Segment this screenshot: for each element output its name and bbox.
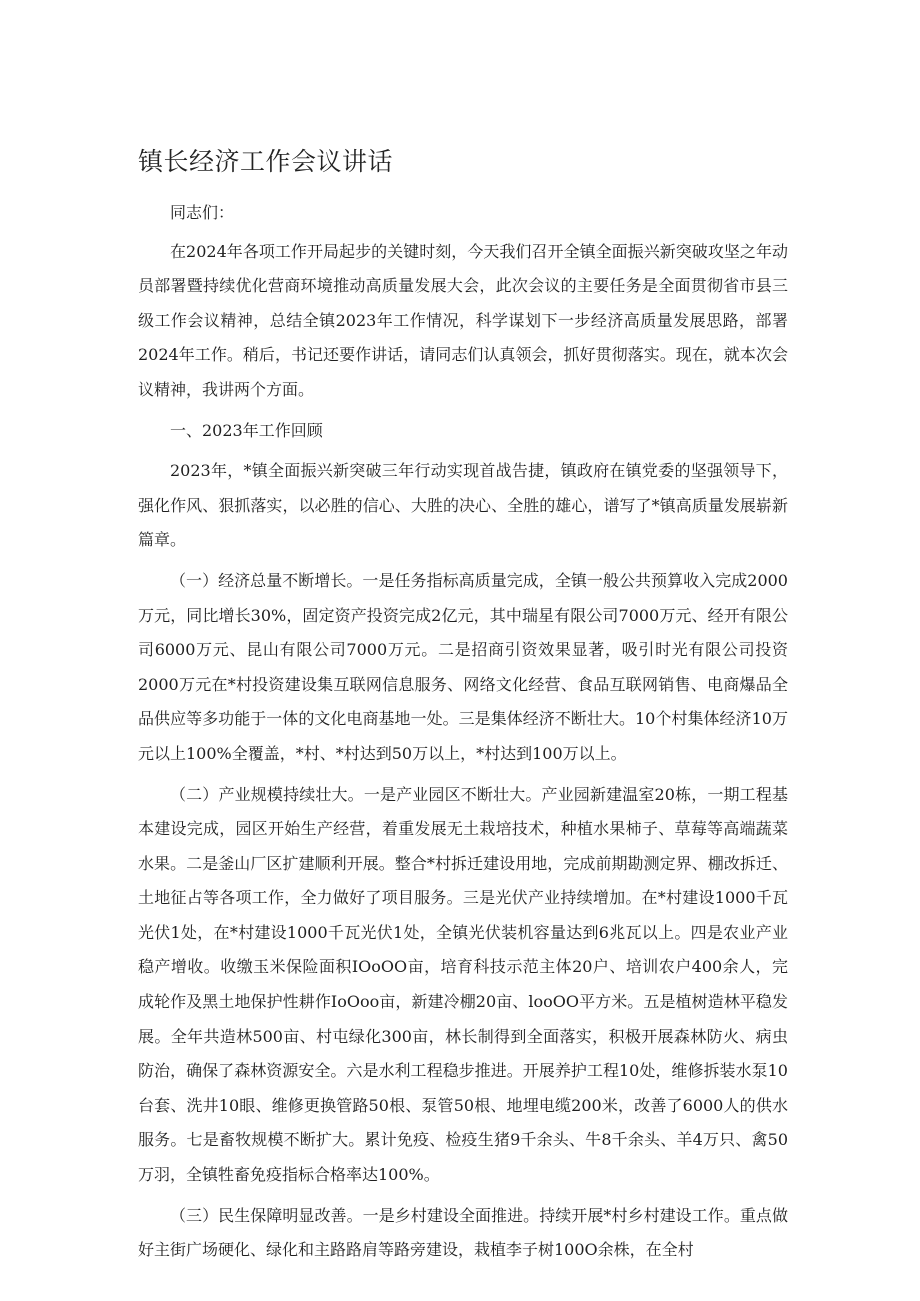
section-heading: 一、2023年工作回顾: [170, 420, 323, 440]
economy-paragraph: （一）经济总量不断增长。一是任务指标高质量完成，全镇一般公共预算收入完成2000万元，同比增长30%，固定资产投资完成2亿元，其中瑞星有限公司7000万元、经开有限公司6000万元、昆山有限公司7000万元。二是招商引资效果显著，吸引时光有限公司投资2000万元在*村投资建设集互联网信息服务、网络文化经营、食品互联网销售、电商爆品全品供应等多功能于一体的文化电商基地一处。三是集体经济不断壮大。10个村集体经济10万元以上100%全覆盖，*村、*村达到50万以上，*村达到100万以上。: [138, 570, 788, 763]
livelihood-paragraph: （三）民生保障明显改善。一是乡村建设全面推进。持续开展*村乡村建设工作。重点做好主街广场硬化、绿化和主路路肩等路旁建设，栽植李子树100O余株，在全村: [138, 1205, 788, 1260]
industry-paragraph: （二）产业规模持续壮大。一是产业园区不断壮大。产业园新建温室20栋，一期工程基本建设完成，园区开始生产经营，着重发展无土栽培技术，种植水果柿子、草莓等高端蔬菜水果。二是釜山厂区扩建顺利开展。整合*村拆迁建设用地，完成前期勘测定界、棚改拆迁、土地征占等各项工作，全力做好了项目服务。三是光伏产业持续增加。在*村建设1000千瓦光伏1处，在*村建设1000千瓦光伏1处，全镇光伏装机容量达到6兆瓦以上。四是农业产业稳产增收。收缴玉米保险面积IOoOO亩，培育科技示范主体20户、培训农户400余人，完成轮作及黑土地保护性耕作IoOoo亩，新建冷棚20亩、looOO平方米。五是植树造林平稳发展。全年共造林500亩、村屯绿化300亩，林长制得到全面落实，积极开展森林防火、病虫防治，确保了森林资源安全。六是水利工程稳步推进。开展养护工程10处，维修拆装水泵10台套、洗井10眼、维修更换管路50根、泵管50根、地埋电缆200米，改善了6000人的供水服务。七是畜牧规模不断扩大。累计免疫、检疫生猪9千余头、牛8千余头、羊4万只、禽50万羽，全镇牲畜免疫指标合格率达100%。: [138, 784, 788, 1185]
opening-paragraph: 在2024年各项工作开局起步的关键时刻，今天我们召开全镇全面振兴新突破攻坚之年动员部署暨持续优化营商环境推动高质量发展大会，此次会议的主要任务是全面贯彻省市县三级工作会议精神，总结全镇2023年工作情况，科学谋划下一步经济高质量发展思路，部署2024年工作。稍后，书记还要作讲话，请同志们认真领会，抓好贯彻落实。现在，就本次会议精神，我讲两个方面。: [138, 241, 788, 399]
document-title: 镇长经济工作会议讲话: [138, 147, 394, 176]
document-body: [138, 196, 788, 1274]
salutation-paragraph: 同志们：: [170, 203, 235, 222]
summary-paragraph: 2023年，*镇全面振兴新突破三年行动实现首战告捷，镇政府在镇党委的坚强领导下，强化作风、狠抓落实，以必胜的信心、大胜的决心、全胜的雄心，谱写了*镇高质量发展崭新篇章。: [138, 461, 788, 550]
